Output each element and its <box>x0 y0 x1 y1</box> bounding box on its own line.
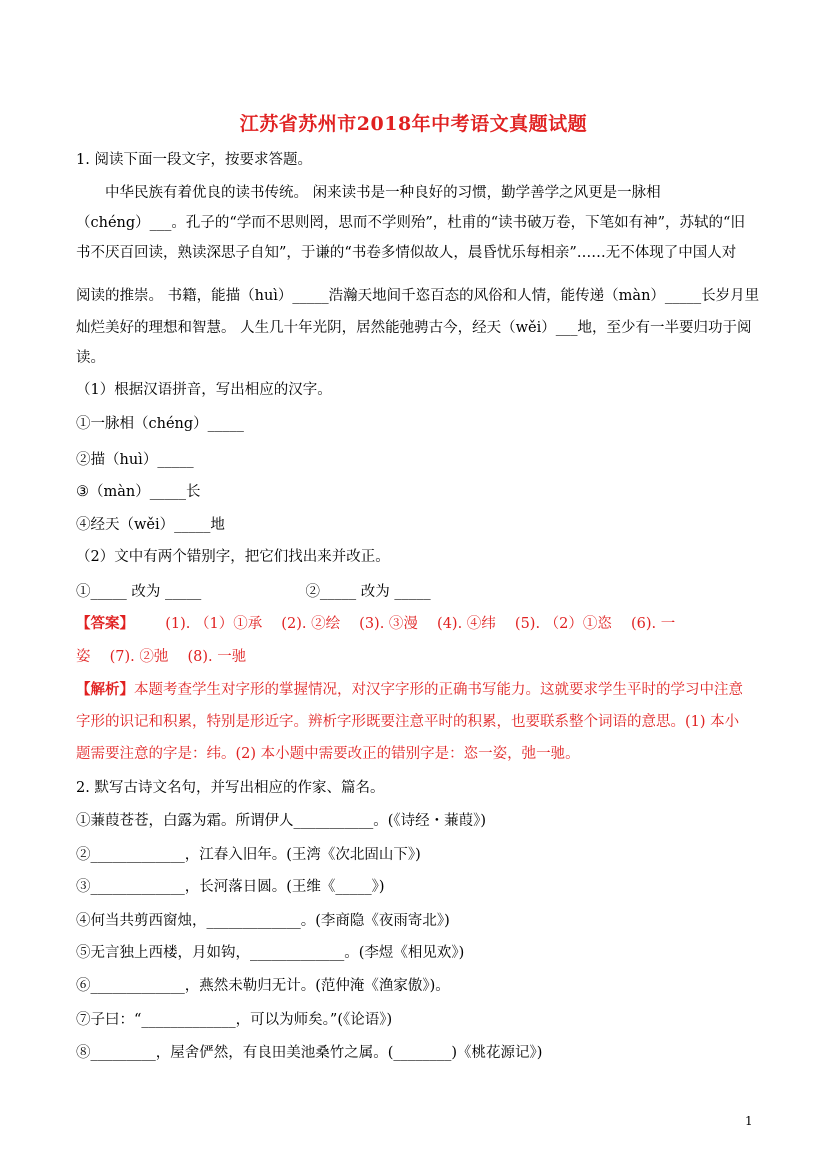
analysis-line: 题需要注意的字是：纬。(2) 本小题中需要改正的错别字是：恣一姿，弛一驰。 <box>76 746 580 762</box>
poem-item: ⑤无言独上西楼，月如钩，_____________。(李煜《相见欢》) <box>76 945 465 961</box>
answer-line: 姿 (7). ②弛 (8). 一驰 <box>76 649 247 665</box>
sub-question-1: （1）根据汉语拼音，写出相应的汉字。 <box>76 382 332 398</box>
passage-line: 中华民族有着优良的读书传统。 闲来读书是一种良好的习惯，勤学善学之风更是一脉相 <box>105 185 661 201</box>
passage-line: （chéng）___。孔子的“学而不思则罔，思而不学则殆”，杜甫的“读书破万卷，下笔如有神”，苏轼的“旧 <box>76 215 745 231</box>
poem-item: ②_____________，江春入旧年。(王湾《次北固山下》) <box>76 847 421 863</box>
answer-text: (1). （1）①承 (2). ②绘 (3). ③漫 (4). ④纬 (5). （2）①恣 (6). 一 <box>165 616 676 632</box>
question-1-stem: 1. 阅读下面一段文字，按要求答题。 <box>76 152 312 168</box>
page-number: 1 <box>745 1114 753 1128</box>
poem-item: ⑥_____________，燕然未勒归无计。(范仲淹《渔家傲》)。 <box>76 978 450 994</box>
answer-label: 【答案】 <box>76 615 134 632</box>
sub-question-2: （2）文中有两个错别字，把它们找出来并改正。 <box>76 549 390 565</box>
sub2-answer-row <box>76 582 756 602</box>
sub1-item: ④经天（wěi）_____地 <box>76 517 225 533</box>
passage-line: 灿烂美好的理想和智慧。 人生几十年光阴，居然能弛骋古今，经天（wěi）___地，至少有一半要归功于阅 <box>76 320 752 336</box>
poem-item: ⑦子曰：“_____________，可以为师矣。”(《论语》) <box>76 1012 393 1028</box>
passage-line: 阅读的推崇。 书籍，能描（huì）_____浩瀚天地间千恣百态的风俗和人情，能传递（màn）_____长岁月里 <box>76 288 760 304</box>
analysis-text: 本题考查学生对字形的掌握情况，对汉字字形的正确书写能力。这就要求学生平时的学习中注意 <box>134 682 743 698</box>
sub2-item-a: ①_____ 改为 _____ <box>76 584 202 600</box>
answer-block <box>76 614 756 634</box>
page-title: 江苏省苏州市2018年中考语文真题试题 <box>239 113 588 135</box>
sub1-item: ①一脉相（chéng）_____ <box>76 416 244 432</box>
passage-line: 读。 <box>76 350 105 366</box>
analysis-block <box>76 680 756 700</box>
sub1-item: ②描（huì）_____ <box>76 452 194 468</box>
passage-line: 书不厌百回读，熟读深思子自知”，于谦的“书卷多情似故人，晨昏忧乐每相亲”……无不体现了中国人对 <box>76 245 737 261</box>
analysis-line: 字形的识记和积累，特别是形近字。辨析字形既要注意平时的积累，也要联系整个词语的意思。(1) 本小 <box>76 714 740 730</box>
sub1-item: ③（màn）_____长 <box>76 484 201 500</box>
poem-item: ①蒹葭苍苍，白露为霜。所谓伊人___________。(《诗经・蒹葭》) <box>76 813 487 829</box>
poem-item: ④何当共剪西窗烛，_____________。(李商隐《夜雨寄北》) <box>76 913 450 929</box>
poem-item: ③_____________，长河落日圆。(王维《_____》) <box>76 879 385 895</box>
question-2-stem: 2. 默写古诗文名句，并写出相应的作家、篇名。 <box>76 780 385 796</box>
sub2-item-b: ②_____ 改为 _____ <box>305 584 431 600</box>
analysis-label: 【解析】 <box>76 681 134 698</box>
poem-item: ⑧_________，屋舍俨然，有良田美池桑竹之属。(________)《桃花源记》) <box>76 1045 543 1061</box>
